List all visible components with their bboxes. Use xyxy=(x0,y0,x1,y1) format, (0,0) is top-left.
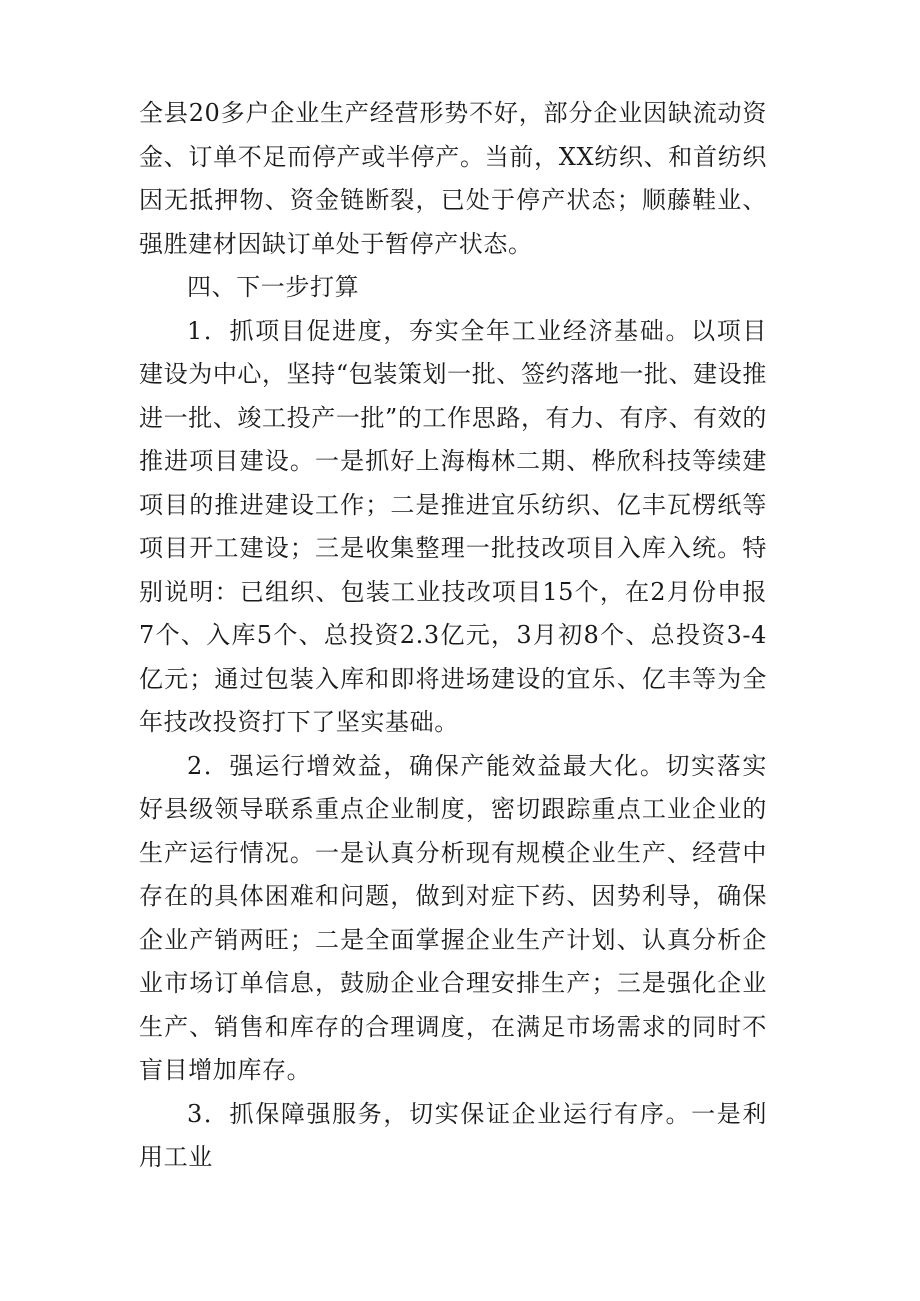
paragraph-item-2-operations: 2．强运行增效益，确保产能效益最大化。切实落实好县级领导联系重点企业制度，密切跟踪重点工业企业的生产运行情况。一是认真分析现有规模企业生产、经营中存在的具体困难和问题，做到对症下药、因势利导，确保企业产销两旺；二是全面掌握企业生产计划、认真分析企业市场订单信息，鼓励企业合理安排生产；三是强化企业生产、销售和库存的合理调度，在满足市场需求的同时不盲目增加库存。 xyxy=(139,751,767,1084)
paragraph-item-3-services: 3．抓保障强服务，切实保证企业运行有序。一是利用工业 xyxy=(139,1099,767,1171)
paragraph-enterprise-status: 全县20多户企业生产经营形势不好，部分企业因缺流动资金、订单不足而停产或半停产。当前，XX纺织、和首纺织因无抵押物、资金链断裂，已处于停产状态；顺藤鞋业、强胜建材因缺订单处于暂停产状态。 xyxy=(139,99,767,258)
paragraph-item-1-projects: 1．抓项目促进度，夯实全年工业经济基础。以项目建设为中心，坚持“包装策划一批、签约落地一批、建设推进一批、竣工投产一批”的工作思路，有力、有序、有效的推进项目建设。一是抓好上海梅林二期、桦欣科技等续建项目的推进建设工作；二是推进宜乐纺织、亿丰瓦楞纸等项目开工建设；三是收集整理一批技改项目入库入统。特别说明：已组织、包装工业技改项目15个，在2月份申报7个、入库5个、总投资2.3亿元，3月初8个、总投资3-4亿元；通过包装入库和即将进场建设的宜乐、亿丰等为全年技改投资打下了坚实基础。 xyxy=(139,316,767,736)
document-body xyxy=(139,92,767,1180)
section-heading-next-steps: 四、下一步打算 xyxy=(187,273,360,301)
